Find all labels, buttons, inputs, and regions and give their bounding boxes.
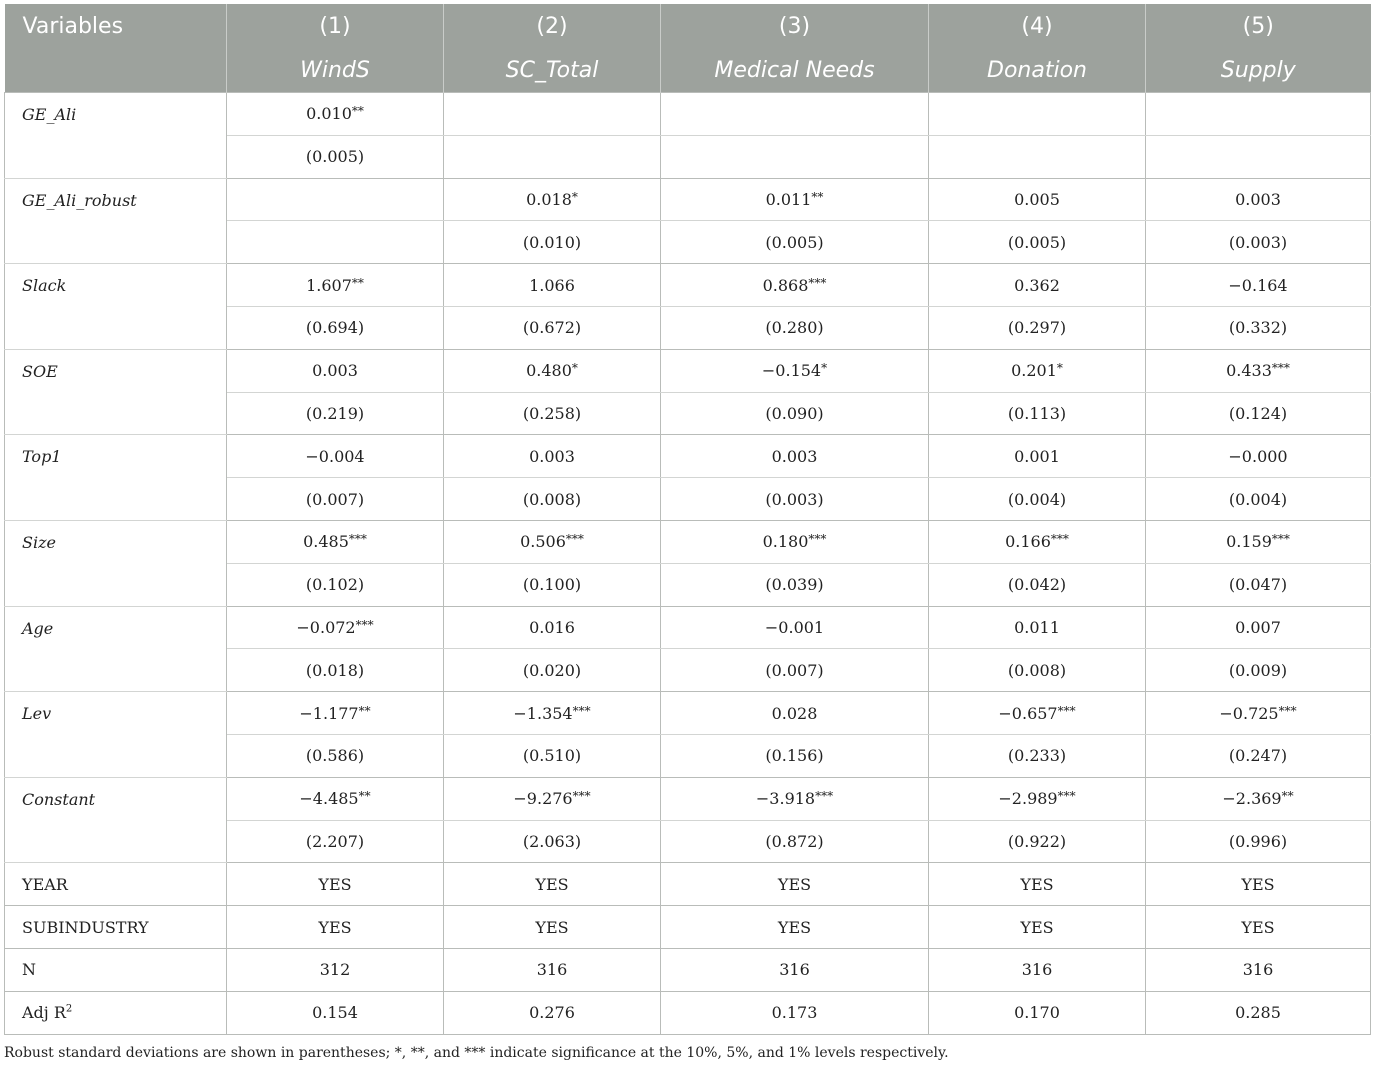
- standard-error-cell: (0.297): [929, 306, 1146, 349]
- coefficient-cell: [227, 349, 444, 392]
- coefficient-cell: [929, 435, 1146, 478]
- summary-cell: 316: [661, 948, 929, 991]
- standard-error-cell: (0.005): [661, 221, 929, 264]
- significance-stars: ***: [565, 532, 584, 547]
- regression-table: [4, 4, 1371, 1035]
- coefficient-value: 0.166: [1005, 532, 1051, 552]
- standard-error-cell: [444, 135, 661, 178]
- dependent-variable-header: Donation: [929, 48, 1146, 93]
- coefficient-cell: [661, 349, 929, 392]
- variables-header: Variables: [5, 4, 227, 48]
- summary-row: [5, 906, 1371, 949]
- standard-error-cell: (0.008): [444, 478, 661, 521]
- coefficient-value: 0.506: [520, 532, 566, 552]
- table-header: [5, 4, 1371, 93]
- coefficient-cell: [1146, 777, 1371, 820]
- significance-stars: *: [821, 361, 828, 376]
- regression-table-container: [4, 4, 1370, 1061]
- variable-name: Lev: [5, 692, 227, 778]
- adj-r2-label: [5, 991, 227, 1034]
- variable-name: Top1: [5, 435, 227, 521]
- coefficient-cell: [1146, 178, 1371, 221]
- coefficient-cell: [661, 264, 929, 307]
- summary-cell: YES: [661, 863, 929, 906]
- coefficient-cell: [929, 777, 1146, 820]
- coefficient-cell: [444, 777, 661, 820]
- coefficient-row: [5, 777, 1371, 820]
- adj-r2-superscript: 2: [65, 1003, 73, 1015]
- significance-stars: ***: [1271, 532, 1290, 547]
- coefficient-cell: [1146, 606, 1371, 649]
- standard-error-cell: (0.003): [661, 478, 929, 521]
- standard-error-cell: (0.020): [444, 649, 661, 692]
- coefficient-value: −0.164: [1228, 275, 1288, 295]
- coefficient-cell: [444, 349, 661, 392]
- significance-stars: **: [351, 104, 364, 119]
- variable-name: Size: [5, 520, 227, 606]
- standard-error-cell: (0.113): [929, 392, 1146, 435]
- coefficient-value: 0.362: [1014, 275, 1060, 295]
- table-note: Robust standard deviations are shown in parentheses; *, **, and *** indicate significance at the 10%, 5%, and 1% levels respectively.: [4, 1044, 949, 1061]
- dependent-variable-header: WindS: [227, 48, 444, 93]
- coefficient-value: 0.011: [1014, 617, 1060, 637]
- dependent-variable-header: Medical Needs: [661, 48, 929, 93]
- coefficient-cell: [661, 93, 929, 136]
- summary-label: N: [5, 948, 227, 991]
- summary-row: [5, 863, 1371, 906]
- standard-error-cell: (0.090): [661, 392, 929, 435]
- header-blank-cell: [5, 48, 227, 93]
- summary-cell: YES: [929, 906, 1146, 949]
- coefficient-value: −0.725: [1219, 703, 1279, 723]
- standard-error-cell: (0.010): [444, 221, 661, 264]
- column-number: (3): [661, 4, 929, 48]
- header-row-dependent-vars: [5, 48, 1371, 93]
- coefficient-value: 0.010: [306, 104, 352, 124]
- coefficient-cell: [227, 692, 444, 735]
- significance-stars: *: [571, 361, 578, 376]
- variable-name: SOE: [5, 349, 227, 435]
- coefficient-row: [5, 435, 1371, 478]
- summary-cell: YES: [1146, 863, 1371, 906]
- standard-error-cell: (0.672): [444, 306, 661, 349]
- standard-error-cell: [227, 221, 444, 264]
- coefficient-cell: [661, 777, 929, 820]
- coefficient-cell: [227, 93, 444, 136]
- coefficient-value: 0.480: [526, 361, 572, 381]
- coefficient-cell: [1146, 349, 1371, 392]
- coefficient-value: −1.354: [513, 703, 573, 723]
- standard-error-cell: (0.008): [929, 649, 1146, 692]
- summary-cell: 316: [929, 948, 1146, 991]
- coefficient-cell: [929, 606, 1146, 649]
- coefficient-cell: [444, 435, 661, 478]
- significance-stars: ***: [1057, 789, 1076, 804]
- coefficient-cell: [929, 349, 1146, 392]
- significance-stars: ***: [348, 532, 367, 547]
- standard-error-cell: (0.042): [929, 563, 1146, 606]
- coefficient-cell: [929, 692, 1146, 735]
- coefficient-value: −0.657: [998, 703, 1058, 723]
- coefficient-row: [5, 606, 1371, 649]
- coefficient-value: 0.005: [1014, 189, 1060, 209]
- coefficient-cell: [1146, 93, 1371, 136]
- column-number: (1): [227, 4, 444, 48]
- standard-error-cell: (0.007): [227, 478, 444, 521]
- coefficient-value: −4.485: [299, 789, 359, 809]
- standard-error-cell: (0.332): [1146, 306, 1371, 349]
- standard-error-cell: (0.156): [661, 734, 929, 777]
- coefficient-value: −0.154: [761, 361, 822, 381]
- summary-cell: 312: [227, 948, 444, 991]
- summary-row: [5, 948, 1371, 991]
- significance-stars: ***: [1278, 703, 1297, 718]
- coefficient-row: [5, 178, 1371, 221]
- summary-cell: YES: [227, 906, 444, 949]
- coefficient-cell: [444, 520, 661, 563]
- standard-error-cell: (0.005): [929, 221, 1146, 264]
- coefficient-value: −2.989: [998, 789, 1058, 809]
- coefficient-cell: [444, 692, 661, 735]
- significance-stars: ***: [1271, 361, 1290, 376]
- summary-cell: YES: [444, 906, 661, 949]
- variable-name: Constant: [5, 777, 227, 863]
- dependent-variable-header: Supply: [1146, 48, 1371, 93]
- standard-error-cell: (2.063): [444, 820, 661, 863]
- summary-cell: 316: [444, 948, 661, 991]
- summary-cell: YES: [661, 906, 929, 949]
- coefficient-cell: [929, 264, 1146, 307]
- significance-stars: ***: [572, 703, 591, 718]
- coefficient-cell: [444, 264, 661, 307]
- coefficient-cell: [227, 178, 444, 221]
- standard-error-cell: (0.586): [227, 734, 444, 777]
- table-body: [5, 93, 1371, 1035]
- coefficient-value: 0.018: [526, 189, 572, 209]
- significance-stars: ***: [808, 532, 827, 547]
- standard-error-cell: [929, 135, 1146, 178]
- significance-stars: **: [358, 703, 371, 718]
- standard-error-cell: (0.003): [1146, 221, 1371, 264]
- adj-r2-cell: 0.173: [661, 991, 929, 1034]
- coefficient-cell: [227, 777, 444, 820]
- standard-error-cell: (0.007): [661, 649, 929, 692]
- adj-r2-cell: 0.285: [1146, 991, 1371, 1034]
- coefficient-value: −0.000: [1228, 446, 1288, 466]
- coefficient-value: −2.369: [1222, 789, 1282, 809]
- coefficient-cell: [661, 435, 929, 478]
- significance-stars: **: [811, 189, 824, 204]
- coefficient-value: 1.607: [306, 275, 352, 295]
- coefficient-cell: [1146, 520, 1371, 563]
- significance-stars: ***: [572, 789, 591, 804]
- coefficient-value: 0.003: [1235, 189, 1281, 209]
- column-number: (5): [1146, 4, 1371, 48]
- coefficient-value: −0.072: [296, 617, 356, 637]
- coefficient-value: 0.485: [303, 532, 349, 552]
- coefficient-cell: [929, 93, 1146, 136]
- coefficient-row: [5, 520, 1371, 563]
- coefficient-cell: [444, 606, 661, 649]
- coefficient-value: −0.001: [764, 617, 825, 637]
- standard-error-cell: [1146, 135, 1371, 178]
- standard-error-cell: (0.280): [661, 306, 929, 349]
- coefficient-cell: [227, 520, 444, 563]
- variable-name: GE_Ali: [5, 93, 227, 179]
- standard-error-cell: (0.510): [444, 734, 661, 777]
- summary-cell: 316: [1146, 948, 1371, 991]
- summary-label: SUBINDUSTRY: [5, 906, 227, 949]
- standard-error-cell: (0.258): [444, 392, 661, 435]
- adj-r2-cell: 0.154: [227, 991, 444, 1034]
- coefficient-value: −1.177: [299, 703, 359, 723]
- coefficient-cell: [929, 520, 1146, 563]
- adj-r2-text: Adj R: [22, 1003, 66, 1023]
- standard-error-cell: (0.004): [1146, 478, 1371, 521]
- coefficient-cell: [1146, 435, 1371, 478]
- coefficient-cell: [661, 692, 929, 735]
- variable-name: Age: [5, 606, 227, 692]
- summary-cell: YES: [227, 863, 444, 906]
- header-row-numbers: [5, 4, 1371, 48]
- coefficient-value: 0.003: [312, 361, 358, 381]
- coefficient-cell: [444, 178, 661, 221]
- standard-error-cell: (2.207): [227, 820, 444, 863]
- significance-stars: ***: [815, 789, 834, 804]
- adj-r2-cell: 0.170: [929, 991, 1146, 1034]
- coefficient-value: 0.016: [529, 617, 575, 637]
- coefficient-value: 1.066: [529, 275, 575, 295]
- standard-error-cell: (0.004): [929, 478, 1146, 521]
- standard-error-cell: (0.694): [227, 306, 444, 349]
- significance-stars: **: [1281, 789, 1294, 804]
- standard-error-cell: (0.922): [929, 820, 1146, 863]
- coefficient-cell: [227, 606, 444, 649]
- adj-r2-cell: 0.276: [444, 991, 661, 1034]
- column-number: (4): [929, 4, 1146, 48]
- coefficient-value: 0.011: [765, 189, 812, 209]
- standard-error-cell: (0.018): [227, 649, 444, 692]
- coefficient-value: 0.201: [1011, 361, 1057, 381]
- coefficient-row: [5, 349, 1371, 392]
- coefficient-cell: [661, 520, 929, 563]
- significance-stars: ***: [355, 617, 374, 632]
- standard-error-cell: (0.872): [661, 820, 929, 863]
- summary-label: YEAR: [5, 863, 227, 906]
- coefficient-cell: [661, 606, 929, 649]
- coefficient-cell: [227, 264, 444, 307]
- standard-error-cell: (0.005): [227, 135, 444, 178]
- coefficient-value: 0.159: [1226, 532, 1272, 552]
- summary-cell: YES: [1146, 906, 1371, 949]
- coefficient-cell: [1146, 264, 1371, 307]
- variable-name: GE_Ali_robust: [5, 178, 227, 264]
- coefficient-value: 0.003: [771, 446, 818, 466]
- dependent-variable-header: SC_Total: [444, 48, 661, 93]
- coefficient-value: 0.007: [1235, 617, 1281, 637]
- standard-error-cell: (0.100): [444, 563, 661, 606]
- coefficient-cell: [1146, 692, 1371, 735]
- coefficient-cell: [227, 435, 444, 478]
- coefficient-value: −9.276: [513, 789, 573, 809]
- coefficient-value: 0.433: [1226, 361, 1272, 381]
- significance-stars: ***: [1050, 532, 1069, 547]
- standard-error-cell: [661, 135, 929, 178]
- summary-cell: YES: [444, 863, 661, 906]
- column-number: (2): [444, 4, 661, 48]
- significance-stars: **: [358, 789, 371, 804]
- standard-error-cell: (0.047): [1146, 563, 1371, 606]
- standard-error-cell: (0.102): [227, 563, 444, 606]
- adj-r2-row: [5, 991, 1371, 1034]
- coefficient-value: 0.868: [762, 275, 809, 295]
- coefficient-row: [5, 93, 1371, 136]
- coefficient-cell: [661, 178, 929, 221]
- standard-error-cell: (0.039): [661, 563, 929, 606]
- coefficient-value: 0.003: [529, 446, 575, 466]
- coefficient-value: −0.004: [305, 446, 365, 466]
- significance-stars: *: [571, 189, 578, 204]
- significance-stars: ***: [808, 275, 827, 290]
- coefficient-value: −3.918: [755, 789, 816, 809]
- significance-stars: ***: [1057, 703, 1076, 718]
- variable-name: Slack: [5, 264, 227, 350]
- standard-error-cell: (0.233): [929, 734, 1146, 777]
- standard-error-cell: (0.247): [1146, 734, 1371, 777]
- coefficient-cell: [929, 178, 1146, 221]
- coefficient-value: 0.028: [771, 703, 818, 723]
- summary-cell: YES: [929, 863, 1146, 906]
- standard-error-cell: (0.219): [227, 392, 444, 435]
- coefficient-value: 0.180: [762, 532, 809, 552]
- significance-stars: **: [351, 275, 364, 290]
- significance-stars: *: [1056, 361, 1063, 376]
- coefficient-row: [5, 264, 1371, 307]
- standard-error-cell: (0.124): [1146, 392, 1371, 435]
- standard-error-cell: (0.009): [1146, 649, 1371, 692]
- coefficient-cell: [444, 93, 661, 136]
- standard-error-cell: (0.996): [1146, 820, 1371, 863]
- coefficient-value: 0.001: [1014, 446, 1060, 466]
- coefficient-row: [5, 692, 1371, 735]
